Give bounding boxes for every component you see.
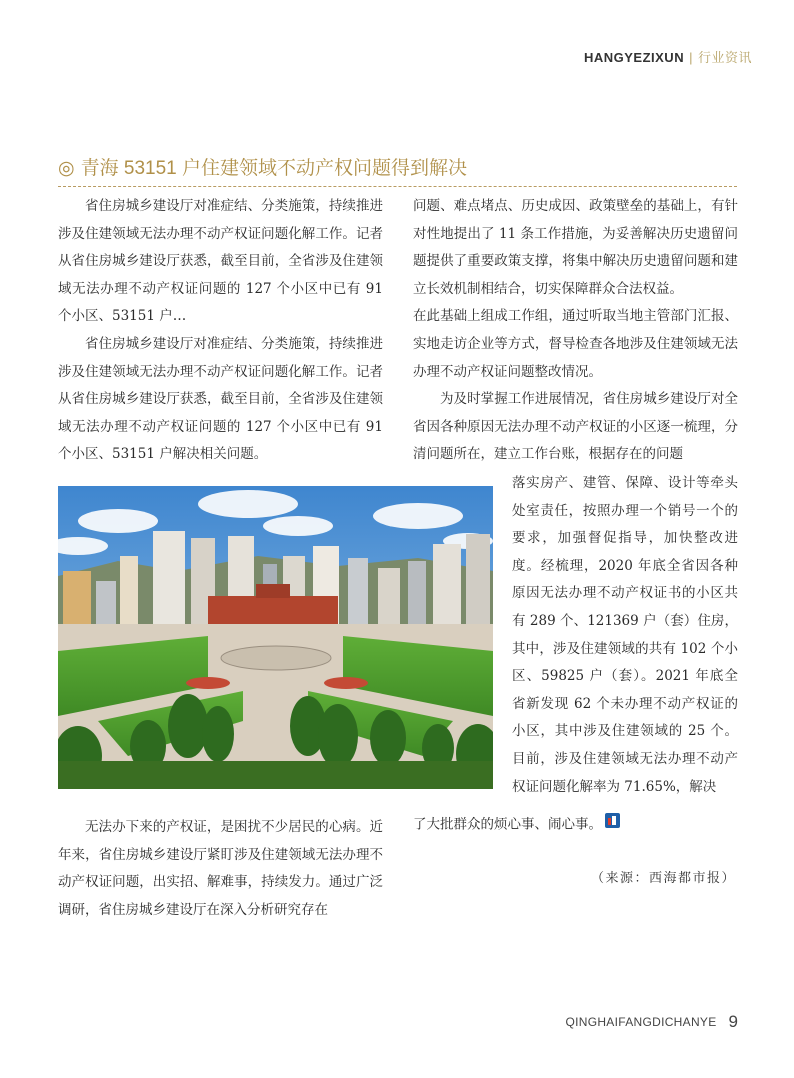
magazine-name: QINGHAIFANGDICHANYE bbox=[565, 1015, 717, 1029]
left-column-top bbox=[58, 193, 383, 469]
paragraph-summary: 省住房城乡建设厅对准症结、分类施策，持续推进涉及住建领域无法办理不动产权证问题化解工作。记者从省住房城乡建设厅获悉，截至目前，全省涉及住建领域无法办理不动产权证问题的 127 个小区中已有 91 个小区、53151 户解决相关问题。 bbox=[58, 335, 383, 463]
paragraph-background: 无法办下来的产权证，是困扰不少居民的心病。近年来，省住房城乡建设厅紧盯涉及住建领域无法办理不动产权证问题，出实招、解难事，持续发力。通过广泛调研，省住房城乡建设厅在深入分析研究存在 bbox=[58, 819, 383, 918]
section-name-en: HANGYEZIXUN bbox=[583, 50, 685, 65]
end-mark-icon bbox=[605, 811, 620, 839]
left-column-bottom bbox=[58, 814, 383, 924]
paragraph-progress-end-text: 了大批群众的烦心事、闹心事。 bbox=[413, 816, 602, 833]
paragraph-lead: 省住房城乡建设厅对准症结、分类施策，持续推进涉及住建领域无法办理不动产权证问题化解工作。记者从省住房城乡建设厅获悉，截至目前，全省涉及住建领域无法办理不动产权证问题的 127 个小区中已有 91 个小区、53151 户… bbox=[58, 198, 383, 325]
title-bullet-icon: ◎ bbox=[58, 158, 75, 179]
article-title bbox=[58, 156, 737, 182]
article-source: （来源：西海都市报） bbox=[590, 871, 736, 886]
article-title-text: 青海 53151 户住建领域不动产权问题得到解决 bbox=[80, 158, 467, 179]
paragraph-continued: 问题、难点堵点、历史成因、政策壁垒的基础上，有针对性地提出了 11 条工作措施，为妥善解决历史遗留问题提供了重要政策支撑，将集中解决历史遗留问题和建立长效机制相结合，切实保障群众合法权益。 bbox=[413, 198, 738, 297]
page-header bbox=[584, 47, 752, 66]
city-square-photo bbox=[58, 486, 493, 789]
right-column-wrap bbox=[512, 470, 738, 801]
fountain-circle bbox=[221, 646, 331, 670]
page-number: 9 bbox=[728, 1012, 738, 1031]
article-title-bar bbox=[58, 156, 737, 187]
great-hall bbox=[208, 596, 338, 624]
paragraph-progress-start: 为及时掌握工作进展情况，省住房城乡建设厅对全省因各种原因无法办理不动产权证的小区逐一梳理，分清问题所在，建立工作台账，根据存在的问题 bbox=[413, 391, 738, 463]
section-name-cn: 行业资讯 bbox=[697, 51, 752, 66]
page-footer bbox=[565, 1012, 738, 1032]
paragraph-working-group: 在此基础上组成工作组，通过听取当地主管部门汇报、实地走访企业等方式，督导检查各地涉及住建领域无法办理不动产权证问题整改情况。 bbox=[413, 308, 738, 380]
right-column-end bbox=[413, 811, 738, 839]
paragraph-progress-mid: 落实房产、建管、保障、设计等牵头处室责任，按照办理一个销号一个的要求，加强督促指导，加快整改进度。经梳理，2020 年底全省因各种原因无法办理不动产权证书的小区共有 289 个、121369 户（套）住房，其中，涉及住建领域的共有 102 个小区、59825 户（套）。2021 年底全省新发现 62 个未办理不动产权证的小区，其中涉及住建领域的 25 个。目前，涉及住建领域无法办理不动产权证问题化解率为 71.65%，解决 bbox=[512, 475, 738, 795]
paragraph-progress-end bbox=[413, 811, 738, 839]
header-separator: | bbox=[689, 50, 693, 65]
right-column-top bbox=[413, 193, 738, 469]
article-photo bbox=[58, 486, 493, 789]
